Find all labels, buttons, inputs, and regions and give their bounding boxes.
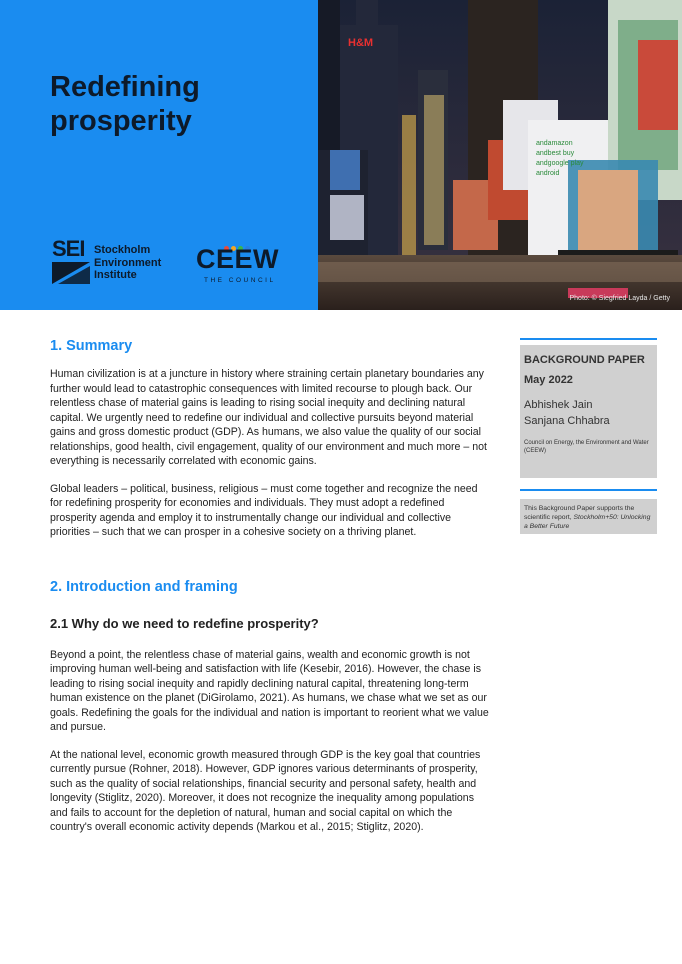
sei-triangle-icon [52,262,90,284]
document-title [50,70,300,138]
sei-name [94,244,161,282]
report-note-text: This Background Paper supports the scientific report, [524,505,635,521]
paper-date: May 2022 [524,374,573,386]
title-line-2: prosperity [50,105,192,137]
summary-paragraph-1: Human civilization is at a juncture in history where straining certain planetary boundaries any further would lead to catastrophic consequences with limited recourse to plough back. Our relentless chase of material gains is leading to rising social inequity and declining natural capital. We urgently need to redefine our individual and collective pursuits beyond material gains and gross domestic product (GDP). As humans, we also value the quality of our social relationships, good health, civil engagement, quality of our environment and much more – not everything is necessarily correlated with economic gains. [50,368,487,467]
photo-credit: Photo: © Siegfried Layda / Getty [569,295,670,302]
summary-paragraph-2: Global leaders – political, business, religious – must come together and recognize the need for redefining prosperity for economies and individuals. They must adopt a redefined prosperity agenda and employ it to instrumentally change our individual and collective priorities – such that we can prosper in a cohesive society on a thriving planet. [50,482,478,538]
intro-paragraph-1: Beyond a point, the relentless chase of material gains, wealth and economic growth is not improving human well-being and satisfaction with life (Kesebir, 2016). However, the chase is leading to rising social inequity and rapidly declining natural capital, threatening long-term human existence on the planet (DiGirolamo, 2021). As humans, we chase what we set as our goals. Redefining the goals for the individual and nation is important to reorient what we value and pursue. [50,648,489,733]
cover-photo [318,0,682,310]
times-square-photo [318,0,682,310]
sidebar-rule-top [520,338,657,340]
ceew-subtitle: THE COUNCIL [204,277,276,284]
ceew-logo [196,238,286,288]
sei-name-line-3: Institute [94,269,137,281]
section-2-heading: 2. Introduction and framing [50,578,238,595]
billboard-line-2: andbest buy [536,150,575,157]
title-panel [0,0,318,310]
billboard-line-4: android [536,170,560,177]
title-line-1: Redefining [50,71,200,103]
section-1-heading: 1. Summary [50,338,133,354]
billboard-line-3: andgoogle play [536,160,584,167]
intro-paragraph-2: At the national level, economic growth measured through GDP is the key goal that countries currently pursue (Rohner, 2018). However, GDP ignores various determinants of prosperity, such as the quality of social relationships, financial security and personal safety, health and longevity (Stiglitz, 2020). Moreover, it does not recognize the inequality among populations and fails to account for the depletion of natural, human and social capital on which the country's overall economic activity depends (Markou et al., 2015; Stiglitz, 2020). [50,748,481,833]
report-note-box [520,499,657,534]
author-organisation: Council on Energy, the Environment and Water (CEEW) [524,440,649,454]
main-content [50,330,490,835]
report-note [524,504,653,531]
ceew-wordmark: CEEW [196,244,279,274]
paper-info-box [520,345,657,478]
author-name: Sanjana Chhabra [524,415,610,427]
sei-logo [52,238,172,288]
cover-header [0,0,682,310]
sei-wordmark: SEI [52,236,85,261]
sei-name-line-2: Environment [94,256,162,269]
paper-type: BACKGROUND PAPER [524,354,645,366]
section-2-1-heading: 2.1 Why do we need to redefine prosperity? [50,615,319,631]
billboard-hm: H&M [348,37,374,49]
sidebar-rule-bottom [520,489,657,491]
author-name: Abhishek Jain [524,399,593,411]
report-title-link: Stockholm+50: Unlocking a Better Future [524,514,651,530]
sei-name-line-1: Stockholm [94,244,151,256]
billboard-line-1: andamazon [536,140,573,147]
author-list [524,397,653,429]
